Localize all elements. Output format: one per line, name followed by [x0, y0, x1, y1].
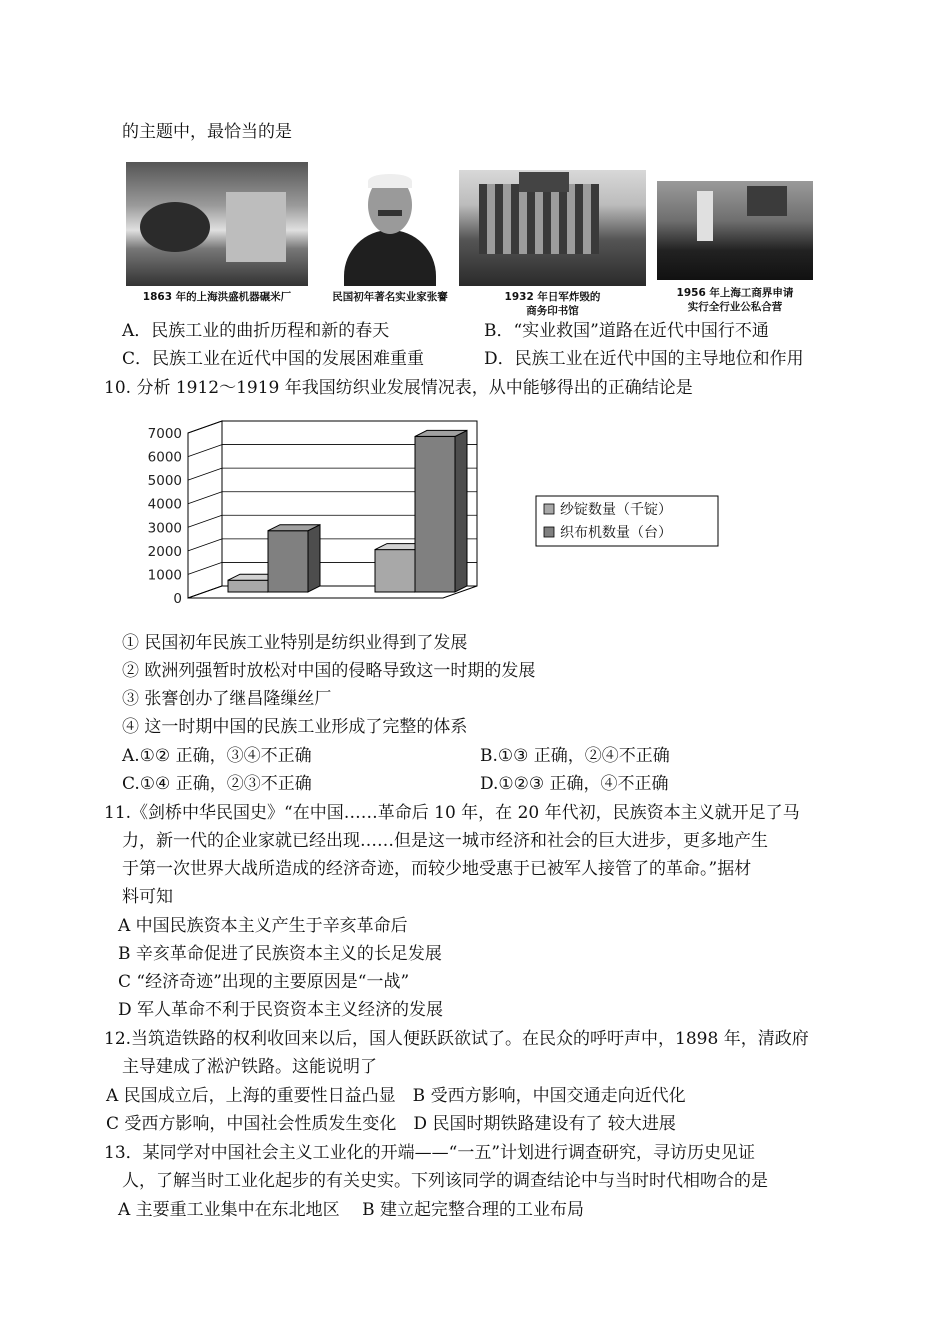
- q12-stem-line: 主导建成了淞沪铁路。这能说明了: [122, 1057, 377, 1077]
- q13-stem-line: 13．某同学对中国社会主义工业化的开端——“一五”计划进行调查研究，寻访历史见证: [104, 1143, 756, 1163]
- q13-options-ab[interactable]: A 主要重工业集中在东北地区 B 建立起完整合理的工业布局: [118, 1200, 584, 1220]
- q11-stem-line: 力，新一代的企业家就已经出现……但是这一城市经济和社会的巨大进步，更多地产生: [122, 831, 768, 851]
- bar: [228, 580, 268, 592]
- q10-option-a[interactable]: A.①② 正确，③④不正确: [122, 746, 312, 766]
- q12-options-ab[interactable]: A 民国成立后，上海的重要性日益凸显 B 受西方影响，中国交通走向近代化: [106, 1086, 686, 1106]
- bar-side: [308, 525, 320, 592]
- y-tick-label: 2000: [147, 543, 182, 560]
- q9-option-b[interactable]: B．“实业救国”道路在近代中国行不通: [484, 321, 769, 341]
- q9-option-c[interactable]: C．民族工业在近代中国的发展困难重重: [122, 349, 425, 369]
- y-tick-label: 1000: [147, 567, 182, 584]
- q11-stem-line: 11.《剑桥中华民国史》“在中国……革命后 10 年，在 20 年代初，民族资本主义就开足了马: [104, 803, 800, 823]
- legend-swatch: [544, 504, 554, 514]
- q11-option-a[interactable]: A 中国民族资本主义产生于辛亥革命后: [118, 916, 408, 936]
- merger-celebration-photo: [657, 181, 813, 280]
- textile-bar-chart: [130, 408, 730, 608]
- q10-option-b[interactable]: B.①③ 正确，②④不正确: [480, 746, 670, 766]
- q10-stem: 10. 分析 1912～1919 年我国纺织业发展情况表，从中能够得出的正确结论是: [104, 378, 693, 398]
- y-tick-label: 3000: [147, 520, 182, 537]
- q10-statement-4: ④ 这一时期中国的民族工业形成了完整的体系: [122, 717, 468, 737]
- photo-caption: 实行全行业公私合营: [687, 301, 783, 313]
- q9-option-a[interactable]: A．民族工业的曲折历程和新的春天: [122, 321, 390, 341]
- legend-label: 纱锭数量（千锭）: [560, 502, 672, 518]
- q10-statement-2: ② 欧洲列强暂时放松对中国的侵略导致这一时期的发展: [122, 661, 536, 681]
- legend-label: 织布机数量（台）: [560, 525, 672, 541]
- y-tick-label: 0: [173, 591, 182, 607]
- q9-option-d[interactable]: D．民族工业在近代中国的主导地位和作用: [484, 349, 804, 369]
- y-tick-label: 7000: [147, 426, 182, 442]
- y-tick-label: 4000: [147, 496, 182, 513]
- q11-stem-line: 于第一次世界大战所造成的经济奇迹，而较少地受惠于已被军人接管了的革命。”据材: [122, 859, 752, 879]
- question-stem-continuation: 的主题中，最恰当的是: [122, 122, 292, 142]
- bar: [415, 436, 455, 592]
- photo-caption: 1956 年上海工商界申请: [676, 287, 794, 299]
- bar-side: [455, 430, 467, 592]
- chart-side-wall: [188, 421, 222, 598]
- bar: [268, 531, 308, 592]
- bar: [375, 550, 415, 592]
- y-tick-label: 5000: [147, 473, 182, 490]
- commercial-press-photo: [459, 170, 646, 286]
- q11-option-b[interactable]: B 辛亥革命促进了民族资本主义的长足发展: [118, 944, 442, 964]
- q12-stem-line: 12.当筑造铁路的权利收回来以后，国人便跃跃欲试了。在民众的呼吁声中，1898 年，清政府: [104, 1029, 809, 1049]
- photo-caption: 1863 年的上海洪盛机器碾米厂: [142, 291, 292, 303]
- q11-stem-line: 料可知: [122, 887, 173, 907]
- photo-caption: 民国初年著名实业家张謇: [332, 291, 448, 303]
- q10-option-c[interactable]: C.①④ 正确，②③不正确: [122, 774, 312, 794]
- q12-options-cd[interactable]: C 受西方影响，中国社会性质发生变化 D 民国时期铁路建设有了 较大进展: [106, 1114, 676, 1134]
- q11-option-d[interactable]: D 军人革命不利于民资资本主义经济的发展: [118, 1000, 444, 1020]
- q13-stem-line: 人，了解当时工业化起步的有关史实。下列该同学的调查结论中与当时时代相吻合的是: [122, 1171, 768, 1191]
- q10-statement-3: ③ 张謇创办了继昌隆缫丝厂: [122, 689, 332, 709]
- q10-option-d[interactable]: D.①②③ 正确，④不正确: [480, 774, 669, 794]
- rice-mill-photo: [126, 162, 308, 286]
- photo-caption: 商务印书馆: [526, 305, 579, 317]
- y-tick-label: 6000: [147, 449, 182, 466]
- q10-statement-1: ① 民国初年民族工业特别是纺织业得到了发展: [122, 633, 468, 653]
- photo-caption: 1932 年日军炸毁的: [504, 291, 601, 303]
- zhang-jian-portrait: [338, 170, 442, 286]
- q11-option-c[interactable]: C “经济奇迹”出现的主要原因是“一战”: [118, 972, 410, 992]
- legend-swatch: [544, 527, 554, 537]
